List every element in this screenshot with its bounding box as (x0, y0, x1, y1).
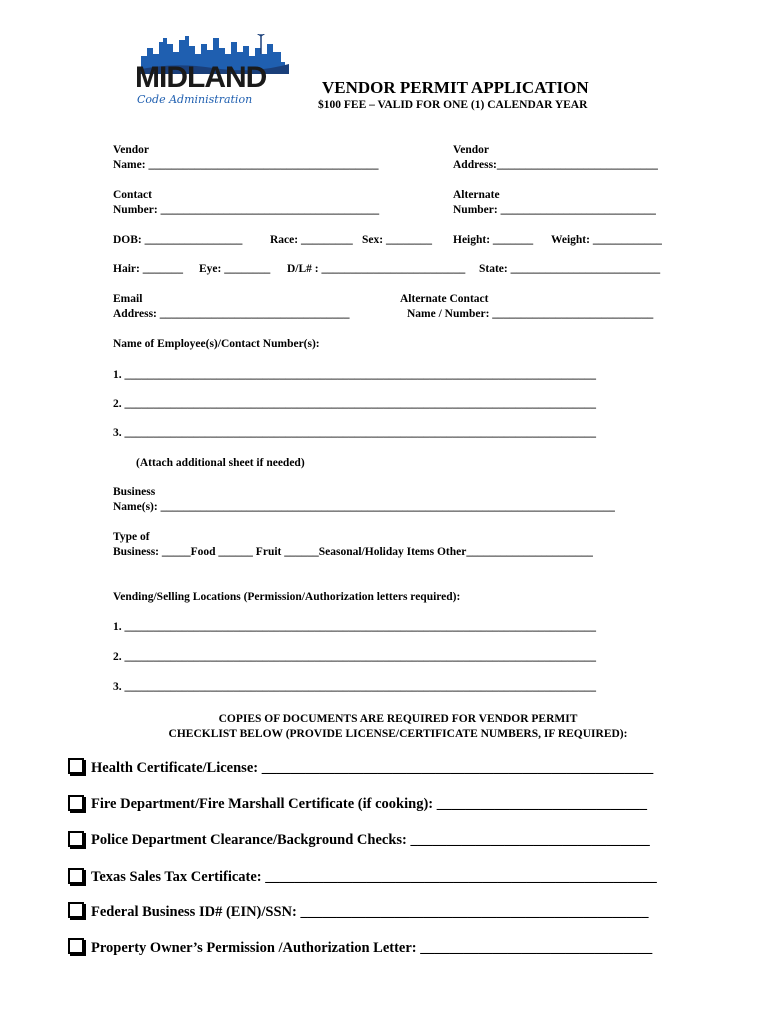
contact-number-field[interactable]: Number: ______________________________________ (113, 204, 380, 216)
logo-tagline: Code Administration (137, 93, 253, 106)
logo-text: MIDLAND (135, 61, 267, 94)
employee-line-1[interactable]: 1. __________________________________________________________________________________ (113, 369, 596, 381)
contact-label: Contact (113, 189, 152, 201)
location-line-3[interactable]: 3. __________________________________________________________________________________ (113, 681, 596, 693)
notice-line-1: COPIES OF DOCUMENTS ARE REQUIRED FOR VENDOR PERMIT (218, 713, 578, 725)
alt-contact-field[interactable]: Name / Number: ____________________________ (407, 308, 654, 320)
vendor-address-field[interactable]: Address:____________________________ (453, 159, 658, 171)
locations-label: Vending/Selling Locations (Permission/Authorization letters required): (113, 591, 461, 603)
checklist-fire: Fire Department/Fire Marshall Certificate (if cooking): _____________________________ (91, 796, 647, 812)
business-type-field[interactable]: Business: _____Food ______ Fruit ______Seasonal/Holiday Items Other______________________ (113, 546, 593, 558)
business-type-label: Type of (113, 531, 150, 543)
vendor-name-field[interactable]: Name: ________________________________________ (113, 159, 379, 171)
checkbox-owner[interactable] (68, 938, 84, 954)
hair-field[interactable]: Hair: _______ (113, 263, 183, 275)
checkbox-fire[interactable] (68, 795, 84, 811)
employee-line-3[interactable]: 3. __________________________________________________________________________________ (113, 427, 596, 439)
alt-contact-label: Alternate Contact (400, 293, 489, 305)
sex-field[interactable]: Sex: ________ (362, 234, 432, 246)
vendor-name-label: Vendor (113, 144, 149, 156)
alternate-number-field[interactable]: Number: ___________________________ (453, 204, 656, 216)
employees-label: Name of Employee(s)/Contact Number(s): (113, 338, 320, 350)
height-field[interactable]: Height: _______ (453, 234, 534, 246)
notice-line-2: CHECKLIST BELOW (PROVIDE LICENSE/CERTIFICATE NUMBERS, IF REQUIRED): (168, 728, 628, 740)
race-field[interactable]: Race: _________ (270, 234, 353, 246)
dl-field[interactable]: D/L# : _________________________ (287, 263, 466, 275)
eye-field[interactable]: Eye: ________ (199, 263, 271, 275)
checkbox-tax[interactable] (68, 868, 84, 884)
alternate-label: Alternate (453, 189, 500, 201)
checklist-tax: Texas Sales Tax Certificate: ______________________________________________________ (91, 869, 657, 885)
checkbox-health[interactable] (68, 758, 84, 774)
location-line-1[interactable]: 1. __________________________________________________________________________________ (113, 621, 596, 633)
dob-field[interactable]: DOB: _________________ (113, 234, 243, 246)
email-field[interactable]: Address: _________________________________ (113, 308, 350, 320)
checkbox-police[interactable] (68, 831, 84, 847)
checklist-health: Health Certificate/License: ______________________________________________________ (91, 760, 654, 776)
business-name-field[interactable]: Name(s): _______________________________________________________________________________ (113, 501, 615, 513)
page-subtitle: $100 FEE – VALID FOR ONE (1) CALENDAR YEAR (318, 99, 588, 111)
employee-line-2[interactable]: 2. __________________________________________________________________________________ (113, 398, 596, 410)
business-label: Business (113, 486, 156, 498)
checkbox-ein[interactable] (68, 902, 84, 918)
state-field[interactable]: State: __________________________ (479, 263, 661, 275)
weight-field[interactable]: Weight: ____________ (551, 234, 662, 246)
location-line-2[interactable]: 2. __________________________________________________________________________________ (113, 651, 596, 663)
attach-note: (Attach additional sheet if needed) (136, 457, 305, 469)
midland-logo (133, 34, 293, 110)
checklist-ein: Federal Business ID# (EIN)/SSN: ________________________________________________ (91, 904, 649, 920)
checklist-owner: Property Owner’s Permission /Authorization Letter: ________________________________ (91, 940, 653, 956)
email-label: Email (113, 293, 143, 305)
vendor-address-label: Vendor (453, 144, 489, 156)
checklist-police: Police Department Clearance/Background Checks: _________________________________ (91, 832, 650, 848)
page-title: VENDOR PERMIT APPLICATION (322, 78, 589, 97)
